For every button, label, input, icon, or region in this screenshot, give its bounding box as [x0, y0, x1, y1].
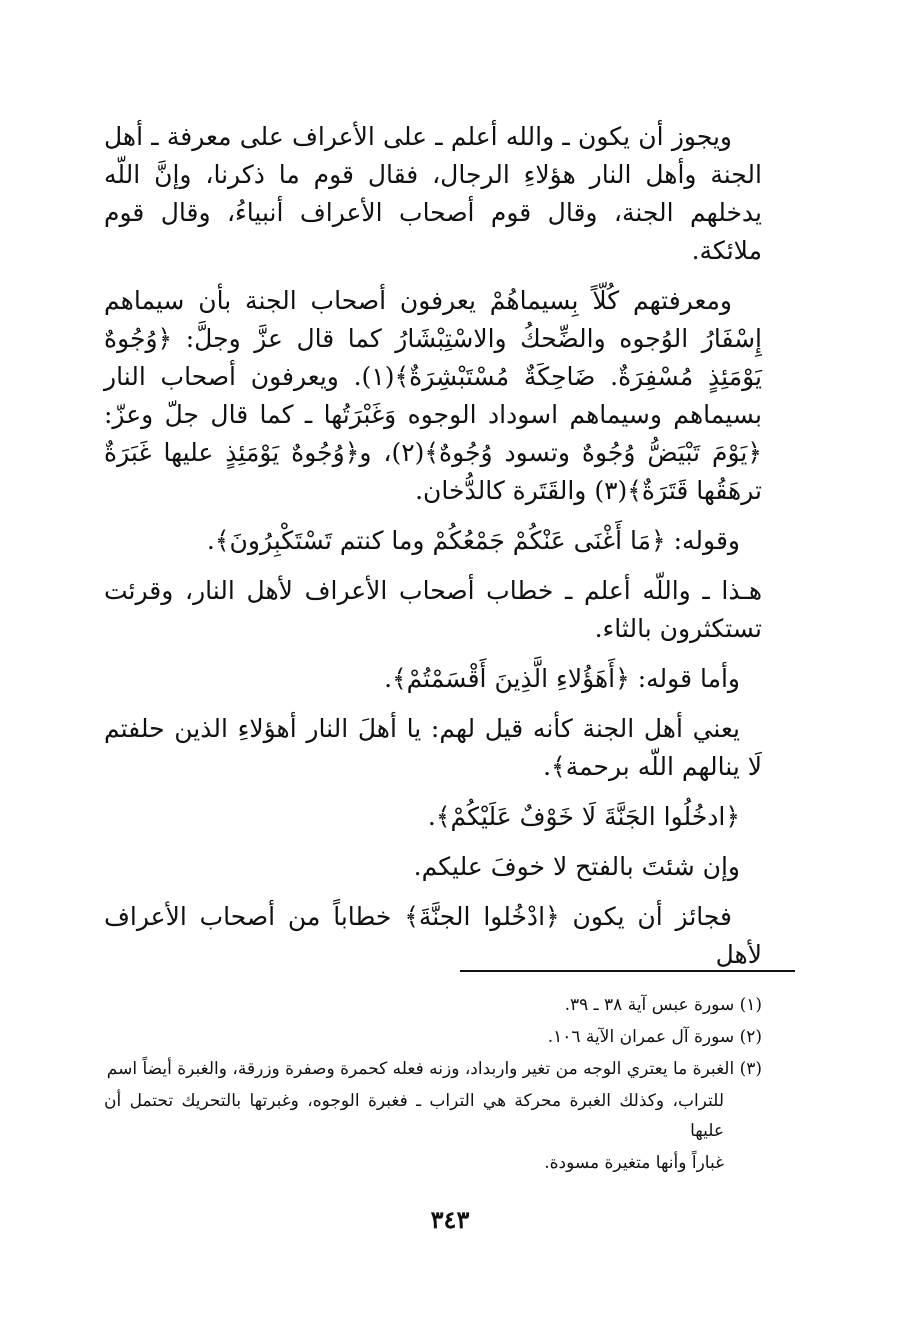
footnote-divider: [460, 970, 795, 972]
paragraph-4: هـذا ـ واللّه أعلم ـ خطاب أصحاب الأعراف لأهل النار، وقرئت تستكثرون بالثاء.: [104, 576, 762, 643]
paragraph-1: ويجوز أن يكون ـ والله أعلم ـ على الأعراف على معرفة ـ أهل الجنة وأهل النار هؤلاءِ الرجال، فقال قوم ما ذكرنا، وإنَّ اللّه يدخلهم الجنة، وقال قوم أصحاب الأعراف أنبياءُ، وقال قوم ملائكة.: [104, 122, 762, 265]
paragraph-2: ومعرفتهم كُلّاً بِسيماهُمْ يعرفون أصحاب الجنة بأن سيماهم إِسْفَارُ الوُجوه والضِّحكُ والاسْتِبْشَارُ كما قال عزَّ وجلَّ: ﴿وُجُوهٌ يَوْمَئِذٍ مُسْفِرَةٌ. ضَاحِكَةٌ مُسْتَبْشِرَةٌ﴾(١). ويعرفون أصحاب النار بسيماهم وسيماهم اسوداد الوجوه وَغَبْرَتُها ـ كما قال جلّ وعزّ: ﴿يَوْمَ تَبْيَضُّ وُجُوهٌ وتسود وُجُوهٌ﴾(٢)، و﴿وُجُوهٌ يَوْمَئِذٍ عليها غَبَرَةٌ ترهَقُها قَتَرَةٌ﴾(٣) والقَتَرة كالدُّخان.: [104, 286, 762, 505]
footnotes: [104, 990, 762, 1180]
footnote-1: (١) سورة عبس آية ٣٨ ـ ٣٩.: [564, 995, 762, 1015]
footnote-2: (٢) سورة آل عمران الآية ١٠٦.: [547, 1027, 762, 1047]
paragraph-9: فجائز أن يكون ﴿ادْخُلوا الجنَّةَ﴾ خطاباً من أصحاب الأعراف لأهل: [104, 902, 762, 969]
footnote-3-continued: للتراب، وكذلك الغبرة محركة هي التراب ـ فغبرة الوجوه، وغبرتها بالتحريك تحتمل أن عليها: [104, 1091, 724, 1141]
footnote-3: (٣) الغبرة ما يعتري الوجه من تغير واربداد، وزنه فعله كحمرة وصفرة وزرقة، والغبرة أيضاً اسم: [106, 1059, 762, 1079]
paragraph-7: ﴿ادخُلُوا الجَنَّةَ لَا خَوْفٌ عَلَيْكُمْ﴾.: [427, 802, 740, 831]
paragraph-8: وإن شئتَ بالفتح لا خوفَ عليكم.: [413, 852, 740, 881]
main-text: [104, 118, 762, 986]
paragraph-3: وقوله: ﴿مَا أَغْنَى عَنْكُمْ جَمْعُكُمْ وما كنتم تَسْتَكْبِرُونَ﴾.: [206, 526, 740, 555]
paragraph-5: وأما قوله: ﴿أَهَؤُلاءِ الَّذِينَ أَقْسَمْتُمْ﴾.: [384, 664, 740, 693]
footnote-3-end: غباراً وأنها متغيرة مسودة.: [544, 1153, 724, 1173]
paragraph-6: يعني أهل الجنة كأنه قيل لهم: يا أهلَ النار أهؤلاءِ الذين حلفتم لَا ينالهم اللّه برحمة﴾.: [104, 714, 762, 781]
page-number: ٣٤٣: [430, 1205, 470, 1234]
